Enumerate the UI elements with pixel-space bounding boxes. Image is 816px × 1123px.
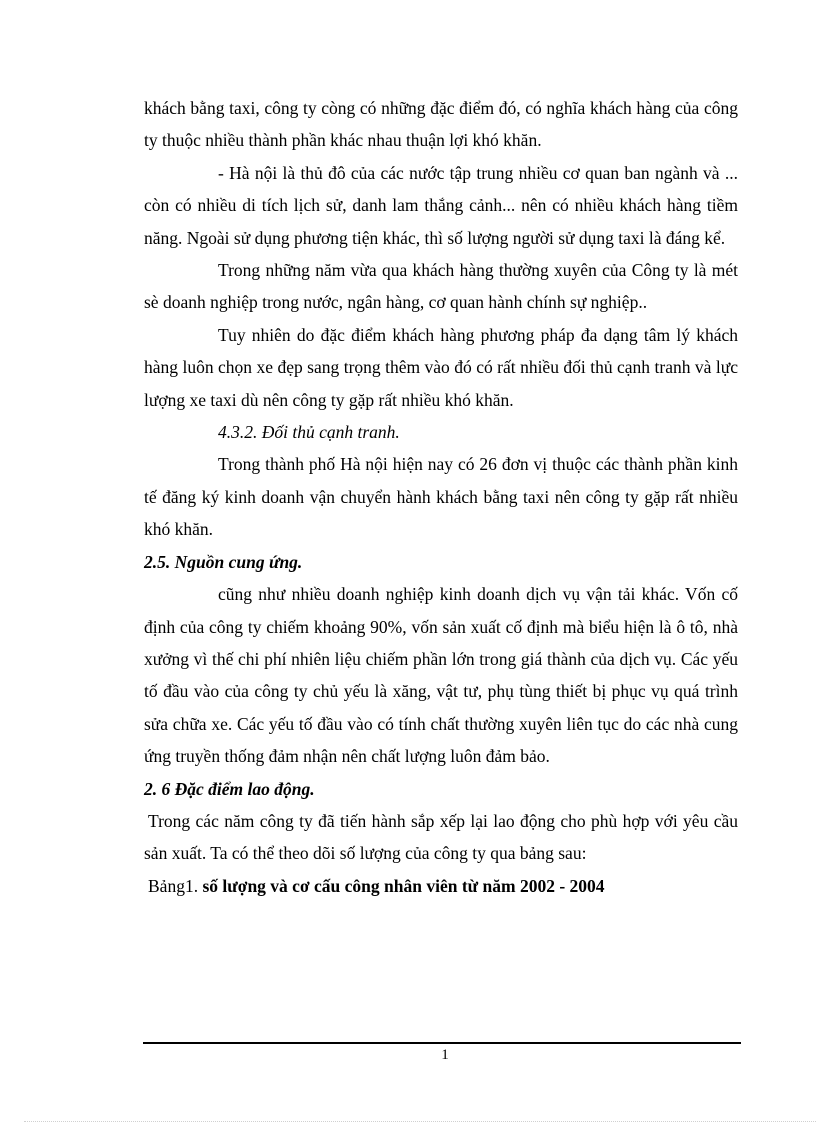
paragraph-labor: Trong các năm công ty đã tiến hành sắp xếp lại lao động cho phù hợp với yêu cầu sản xuất. Ta có thể theo dõi số lượng của công ty qua bảng sau: xyxy=(144,810,738,864)
paragraph-customers-continued: khách bằng taxi, công ty còng có những đặc điểm đó, có nghĩa khách hàng của công ty thuộc nhiều thành phần khác nhau thuận lợi khó khăn. xyxy=(144,98,738,151)
subheading-competitors: 4.3.2. Đối thủ cạnh tranh. xyxy=(218,422,400,443)
paragraph-regular-customers: Trong những năm vừa qua khách hàng thường xuyên của Công ty là mét sè doanh nghiệp trong nước, ngân hàng, cơ quan hành chính sự nghiệp.. xyxy=(144,260,738,313)
table-caption-label: Bảng1. xyxy=(148,875,199,896)
heading-labor-characteristics: 2. 6 Đặc điểm lao động. xyxy=(144,778,315,799)
page-bottom-edge xyxy=(24,1121,816,1122)
table-caption-title: số lượng và cơ cấu công nhân viên từ năm 2002 - 2004 xyxy=(202,875,605,896)
paragraph-hanoi-capital: - Hà nội là thủ đô của các nước tập trung nhiều cơ quan ban ngành và ... còn có nhiều di tích lịch sử, danh lam thắng cảnh... nên có nhiều khách hàng tiềm năng. Ngoài sử dụng phương tiện khác, thì số lượng người sử dụng taxi là đáng kể. xyxy=(144,162,738,248)
heading-supply-sources: 2.5. Nguồn cung ứng. xyxy=(144,551,303,572)
paragraph-competitors: Trong thành phố Hà nội hiện nay có 26 đơn vị thuộc các thành phần kinh tế đăng ký kinh doanh vận chuyển hành khách bằng taxi nên công ty gặp rất nhiều khó khăn. xyxy=(144,454,738,540)
page-number: 1 xyxy=(441,1047,449,1063)
table-caption xyxy=(144,870,738,902)
paragraph-customer-psychology: Tuy nhiên do đặc điểm khách hàng phương pháp đa dạng tâm lý khách hàng luôn chọn xe đẹp sang trọng thêm vào đó có rất nhiều đối thủ cạnh tranh và lực lượng xe taxi dù nên công ty gặp rất nhiều khó khăn. xyxy=(144,324,738,410)
footer-divider xyxy=(143,1042,741,1044)
paragraph-supply-sources: cũng như nhiều doanh nghiệp kinh doanh dịch vụ vận tải khác. Vốn cố định của công ty chiếm khoảng 90%, vốn sản xuất cố định mà biểu hiện là ô tô, nhà xưởng vì thế chi phí nhiên liệu chiếm phần lớn trong giá thành của dịch vụ. Các yếu tố đầu vào của công ty chủ yếu là xăng, vật tư, phụ tùng thiết bị phục vụ quá trình sửa chữa xe. Các yếu tố đầu vào có tính chất thường xuyên liên tục do các nhà cung ứng truyền thống đảm nhận nên chất lượng luôn đảm bảo. xyxy=(144,584,738,767)
page-body xyxy=(144,92,738,902)
